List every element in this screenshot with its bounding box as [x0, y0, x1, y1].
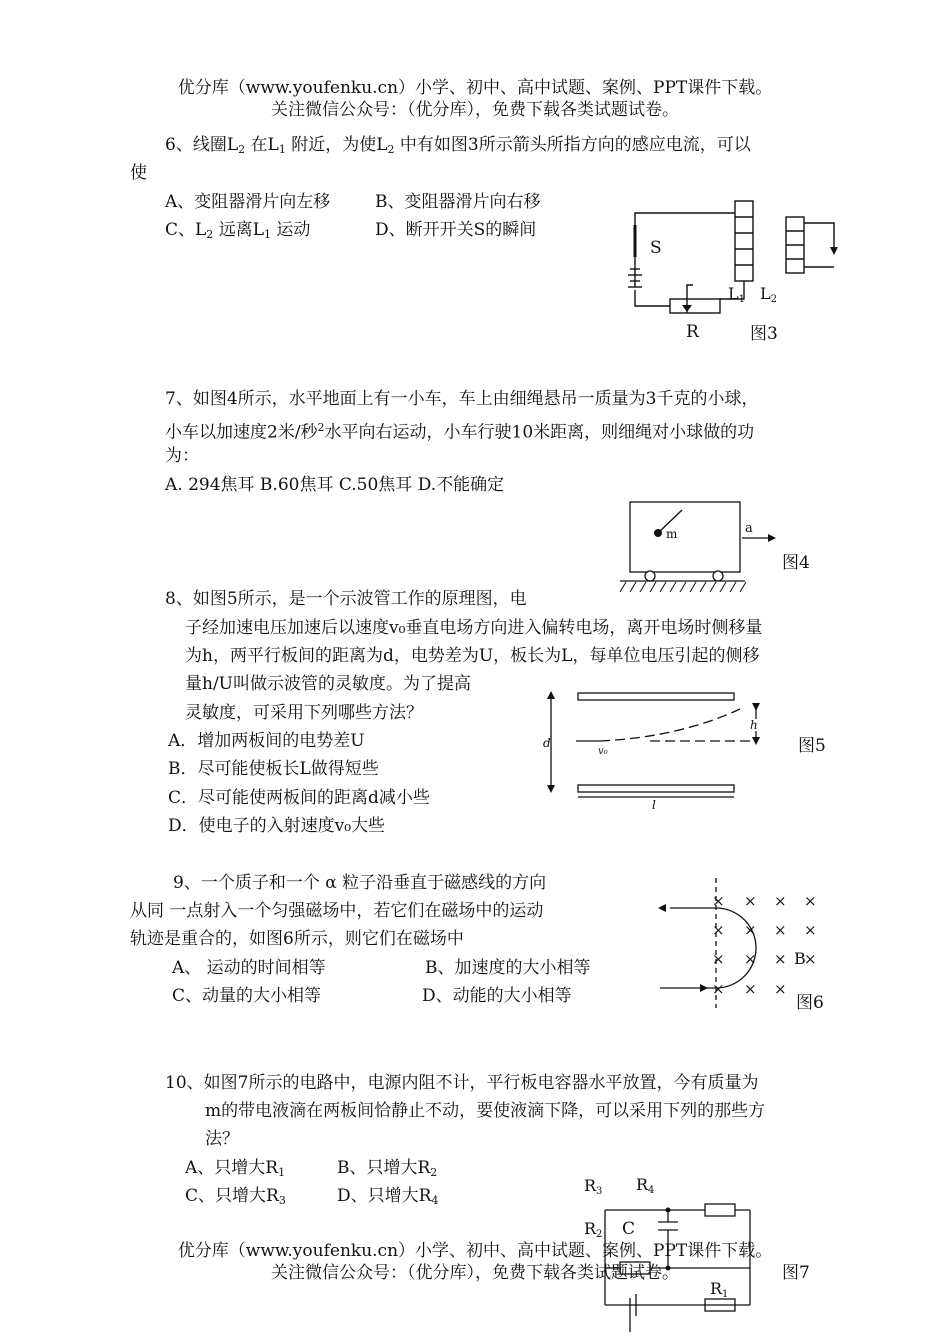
fig5-l-label: l	[652, 798, 656, 812]
q10-option-b: B、只增大$R_2$	[337, 1158, 438, 1179]
figure-3-circuit	[610, 195, 850, 355]
fig3-switch-label: S	[650, 238, 662, 258]
q9-option-c: C、动量的大小相等	[172, 986, 322, 1006]
q7-stem-line-2: 小车以加速度2米/秒$^2$水平向右运动，小车行驶10米距离，则细绳对小球做的功	[165, 421, 755, 443]
field-mark: ×	[804, 950, 817, 968]
fig7-r1-label: R1	[710, 1279, 729, 1300]
q7-options: A. 294焦耳 B.60焦耳 C.50焦耳 D.不能确定	[165, 475, 505, 495]
fig6-caption: 图6	[796, 993, 824, 1013]
field-mark: ×	[744, 892, 757, 910]
field-mark: ×	[712, 892, 725, 910]
fig5-caption: 图5	[798, 736, 826, 756]
field-mark: ×	[744, 921, 757, 939]
fig5-d-label: d	[543, 736, 551, 750]
h-arrow-bottom-icon	[752, 737, 760, 745]
q6-stem-line-2: 使	[130, 163, 147, 183]
header-line-2: 关注微信公众号：（优分库），免费下载各类试题试卷。	[271, 100, 679, 120]
q8-stem-line-5: 灵敏度，可采用下列哪些方法？	[185, 703, 423, 723]
q8-option-d: D．使电子的入射速度v₀大些	[168, 816, 386, 836]
fig5-v0-label: v₀	[598, 746, 608, 757]
q6-stem-line-1: 6、线圈$L_2$ 在$L_1$ 附近，为使$L_2$ 中有如图3所示箭头所指方向的感应电流，可以	[165, 135, 751, 156]
fig7-r4-label: R4	[636, 1175, 655, 1196]
q8-stem-line-3: 为h，两平行板间的距离为d，电势差为U，板长为L，每单位电压引起的侧移	[185, 646, 760, 666]
q8-option-a: A．增加两板间的电势差U	[168, 731, 365, 751]
q9-option-d: D、动能的大小相等	[422, 986, 572, 1006]
figure-6-magnetic-field	[660, 878, 840, 1018]
q10-stem-line-1: 10、如图7所示的电路中，电源内阻不计，平行板电容器水平放置，今有质量为	[165, 1073, 759, 1093]
q10-option-d: D、只增大$R_4$	[337, 1186, 439, 1207]
exit-arrow-icon	[658, 904, 666, 912]
fig4-caption: 图4	[782, 553, 810, 573]
field-mark: ×	[774, 950, 787, 968]
field-mark: ×	[712, 950, 725, 968]
q9-option-a: A、 运动的时间相等	[172, 958, 326, 978]
fig3-r-label: R	[686, 322, 699, 342]
fig7-r3-label: R3	[584, 1176, 603, 1197]
field-mark: ×	[744, 950, 757, 968]
d-arrow-down-icon	[547, 785, 555, 793]
q10-option-a: A、只增大$R_1$	[185, 1158, 286, 1179]
field-mark: ×	[804, 892, 817, 910]
q10-stem-line-2: m的带电液滴在两板间恰静止不动，要使液滴下降，可以采用下列的那些方	[205, 1101, 766, 1121]
q8-stem-line-1: 8、如图5所示，是一个示波管工作的原理图，电	[165, 589, 527, 609]
figure-4-cart	[620, 500, 840, 595]
q9-stem-line-3: 轨迹是重合的，如图6所示，则它们在磁场中	[130, 929, 464, 949]
d-arrow-up-icon	[547, 691, 555, 699]
fig4-mass-label: m	[666, 527, 678, 541]
field-mark: ×	[712, 980, 725, 998]
fig4-accel-label: a	[745, 521, 753, 536]
fig3-l1-label: L1	[728, 284, 745, 305]
entry-arrow-icon	[700, 984, 708, 992]
fig7-caption: 图7	[782, 1263, 810, 1283]
q10-stem-line-3: 法？	[205, 1129, 239, 1149]
field-mark: ×	[774, 892, 787, 910]
q6-option-b: B、变阻器滑片向右移	[375, 192, 541, 212]
field-mark: ×	[744, 980, 757, 998]
q10-option-c: C、只增大$R_3$	[185, 1186, 286, 1207]
ball-icon	[654, 529, 662, 537]
field-mark: ×	[804, 921, 817, 939]
q6-option-c: C、$L_2$ 远离$L_1$ 运动	[165, 220, 311, 241]
fig5-h-label: h	[750, 718, 758, 732]
figure-5-oscilloscope	[540, 685, 840, 815]
q9-stem-line-2: 从同 一点射入一个匀强磁场中，若它们在磁场中的运动	[130, 901, 544, 921]
q6-option-d: D、断开开关S的瞬间	[375, 220, 537, 240]
acceleration-arrow-icon	[768, 534, 776, 542]
q8-option-c: C．尽可能使两板间的距离d减小些	[168, 788, 430, 808]
fig7-r2-label: R2	[584, 1219, 603, 1240]
q7-stem-line-3: 为：	[165, 446, 199, 466]
q9-stem-line-1: 9、一个质子和一个 α 粒子沿垂直于磁感线的方向	[173, 873, 547, 893]
field-mark: ×	[712, 921, 725, 939]
fig7-c-label: C	[622, 1219, 636, 1239]
q8-option-b: B．尽可能使板长L做得短些	[168, 759, 379, 779]
q9-option-b: B、加速度的大小相等	[425, 958, 591, 978]
current-arrow-icon	[830, 247, 838, 255]
fig3-l2-label: L2	[760, 284, 777, 305]
fig6-b-label: B	[794, 949, 806, 968]
q6-option-a: A、变阻器滑片向左移	[165, 192, 331, 212]
field-mark: ×	[774, 980, 787, 998]
footer-line-1: 优分库（www.youfenku.cn）小学、初中、高中试题、案例、PPT课件下载。	[177, 1241, 773, 1261]
header-line-1: 优分库（www.youfenku.cn）小学、初中、高中试题、案例、PPT课件下载。	[177, 78, 773, 98]
field-mark: ×	[774, 921, 787, 939]
q7-stem-line-1: 7、如图4所示，水平地面上有一小车，车上由细绳悬吊一质量为3千克的小球，	[165, 389, 759, 409]
h-arrow-icon	[752, 703, 760, 711]
q8-stem-line-4: 量h/U叫做示波管的灵敏度。为了提高	[185, 674, 472, 694]
footer-line-2: 关注微信公众号：（优分库），免费下载各类试题试卷。	[271, 1263, 679, 1283]
q8-stem-line-2: 子经加速电压加速后以速度v₀垂直电场方向进入偏转电场，离开电场时侧移量	[185, 618, 763, 638]
fig3-caption: 图3	[750, 324, 778, 344]
